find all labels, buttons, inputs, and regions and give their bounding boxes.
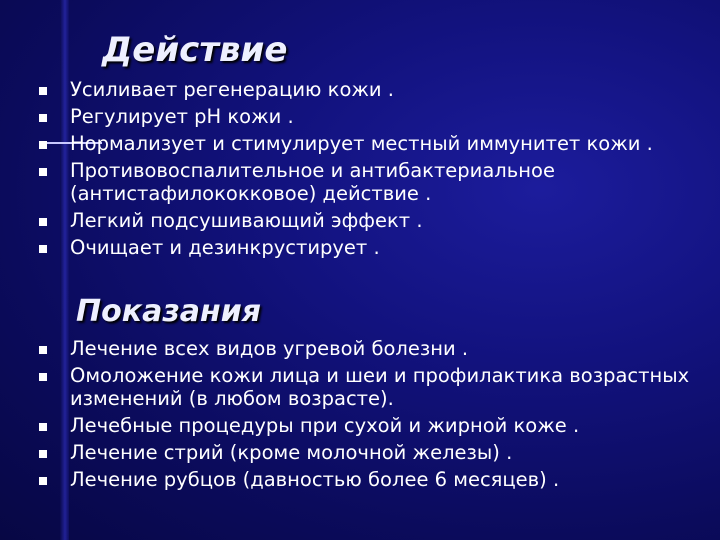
list-item-text: Очищает и дезинкрустирует . [70, 236, 380, 259]
list-item-text: Лечение всех видов угревой болезни . [70, 337, 469, 360]
list-item-text: Лечебные процедуры при сухой и жирной коже . [70, 414, 580, 437]
list-item [0, 78, 720, 101]
list-item [0, 441, 720, 464]
square-bullet-icon [39, 114, 47, 122]
list-item [0, 468, 720, 491]
square-bullet-icon [39, 477, 47, 485]
square-bullet-icon [39, 168, 47, 176]
list-item-text: Регулирует рН кожи . [70, 105, 294, 128]
square-bullet-icon [39, 87, 47, 95]
list-item-text: Противовоспалительное и антибактериальное (антистафилококковое) действие . [70, 159, 555, 205]
list-item [0, 364, 720, 410]
list-item [0, 209, 720, 232]
action-list [0, 78, 720, 263]
list-item [0, 414, 720, 437]
list-item-text: Легкий подсушивающий эффект . [70, 209, 423, 232]
list-item [0, 236, 720, 259]
list-item-text: Лечение рубцов (давностью более 6 месяцев) . [70, 468, 560, 491]
square-bullet-icon [39, 141, 47, 149]
square-bullet-icon [39, 218, 47, 226]
square-bullet-icon [39, 423, 47, 431]
list-item [0, 132, 720, 155]
section-heading-action: Действие [102, 30, 288, 70]
list-item-text: Лечение стрий (кроме молочной железы) . [70, 441, 513, 464]
square-bullet-icon [39, 346, 47, 354]
square-bullet-icon [39, 245, 47, 253]
list-item-text: Нормализует и стимулирует местный иммунитет кожи . [70, 132, 653, 155]
list-item [0, 337, 720, 360]
square-bullet-icon [39, 373, 47, 381]
square-bullet-icon [39, 450, 47, 458]
list-item [0, 105, 720, 128]
indications-list [0, 337, 720, 495]
list-item [0, 159, 720, 205]
list-item-text: Усиливает регенерацию кожи . [70, 78, 395, 101]
section-heading-indications: Показания [76, 294, 262, 329]
list-item-text: Омоложение кожи лица и шеи и профилактика возрастных изменений (в любом возрасте). [70, 364, 690, 410]
